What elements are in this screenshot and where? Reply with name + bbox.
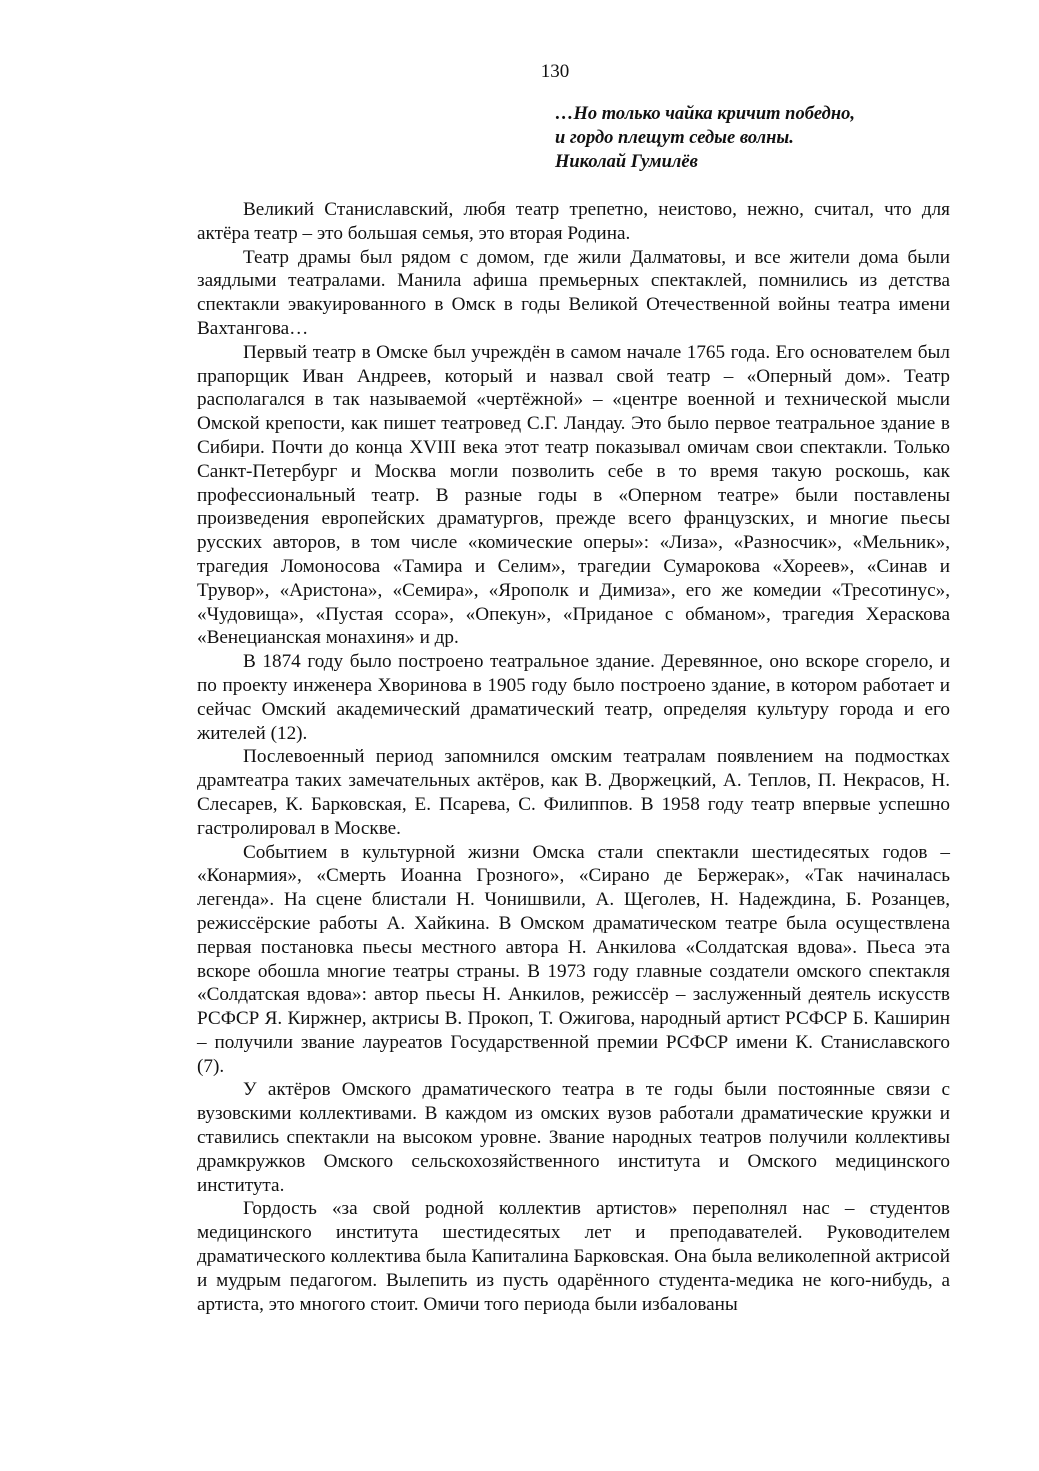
body-text xyxy=(197,198,950,1316)
paragraph: Великий Станиславский, любя театр трепетно, неистово, нежно, считал, что для актёра театр – это большая семья, это вторая Родина. xyxy=(197,199,950,244)
paragraph: У актёров Омского драматического театра в те годы были постоянные связи с вузовскими коллективами. В каждом из омских вузов работали драматические кружки и ставились спектакли на высоком уровне. Звание народных театров получили коллективы драмкружков Омского сельскохозяйственного института и Омского медицинского института. xyxy=(197,1079,950,1196)
epigraph xyxy=(555,102,995,174)
paragraph: Послевоенный период запомнился омским театралам появлением на подмостках драмтеатра таких замечательных актёров, как В. Дворжецкий, А. Теплов, П. Некрасов, Н. Слесарев, К. Барковская, Е. Псарева, С. Филиппов. В 1958 году театр впервые успешно гастролировал в Москве. xyxy=(197,746,950,839)
paragraph: Первый театр в Омске был учреждён в самом начале 1765 года. Его основателем был прапорщик Иван Андреев, который и назвал свой театр – «Оперный дом». Театр располагался в так называемой «чертёжной» – «центре военной и технической мысли Омской крепости, как пишет театровед С.Г. Ландау. Это было первое театральное здание в Сибири. Почти до конца XVIII века этот театр показывал омичам свои спектакли. Только Санкт-Петербург и Москва могли позволить себе в то время такую роскошь, как профессиональный театр. В разные годы в «Оперном театре» были поставлены произведения европейских драматургов, прежде всего французских, и многие пьесы русских авторов, в том числе «комические оперы»: «Лиза», «Разносчик», «Мельник», трагедия Ломоносова «Тамира и Селим», трагедии Сумарокова «Хореев», «Синав и Трувор», «Аристона», «Семира», «Ярополк и Димиза», его же комедии «Тресотинус», «Чудовища», «Пустая ссора», «Опекун», «Приданое с обманом», трагедия Хераскова «Венецианская монахиня» и др. xyxy=(197,341,950,649)
paragraph: Событием в культурной жизни Омска стали спектакли шестидесятых годов – «Конармия», «Смерть Иоанна Грозного», «Сирано де Бержерак», «Так начиналась легенда». На сцене блистали Н. Чонишвили, А. Щеголев, Н. Надеждина, Б. Розанцев, режиссёрские работы А. Хайкина. В Омском драматическом театре была осуществлена первая постановка пьесы местного автора Н. Анкилова «Солдатская вдова». Пьеса эта вскоре обошла многие театры страны. В 1973 году главные создатели омского спектакля «Солдатская вдова»: автор пьесы Н. Анкилов, режиссёр – заслуженный деятель искусств РСФСР Я. Киржнер, актрисы В. Прокоп, Т. Ожигова, народный артист РСФСР Б. Каширин – получили звание лауреатов Государственной премии РСФСР имени К. Станиславского (7). xyxy=(197,841,950,1077)
epigraph-line: и гордо плещут седые волны. xyxy=(555,128,794,148)
epigraph-line: …Но только чайка кричит победно, xyxy=(555,104,856,124)
paragraph: Гордость «за свой родной коллектив артистов» переполнял нас – студентов медицинского института шестидесятых лет и преподавателей. Руководителем драматического коллектива была Капиталина Барковская. Она была великолепной актрисой и мудрым педагогом. Вылепить из пусть одарённого студента-медика не кого-нибудь, а артиста, это многого стоит. Омичи того периода были избалованы xyxy=(197,1198,950,1315)
paragraph: В 1874 году было построено театральное здание. Деревянное, оно вскоре сгорело, и по проекту инженера Хворинова в 1905 году было построено здание, в котором работает и сейчас Омский академический драматический театр, определяя культуру города и его жителей (12). xyxy=(197,651,950,744)
epigraph-author: Николай Гумилёв xyxy=(555,152,698,172)
page-number: 130 xyxy=(540,61,570,82)
paragraph: Театр драмы был рядом с домом, где жили Далматовы, и все жители дома были заядлыми театралами. Манила афиша премьерных спектаклей, помнились из детства спектакли эвакуированного в Омск в годы Великой Отечественной войны театра имени Вахтангова… xyxy=(197,246,950,339)
